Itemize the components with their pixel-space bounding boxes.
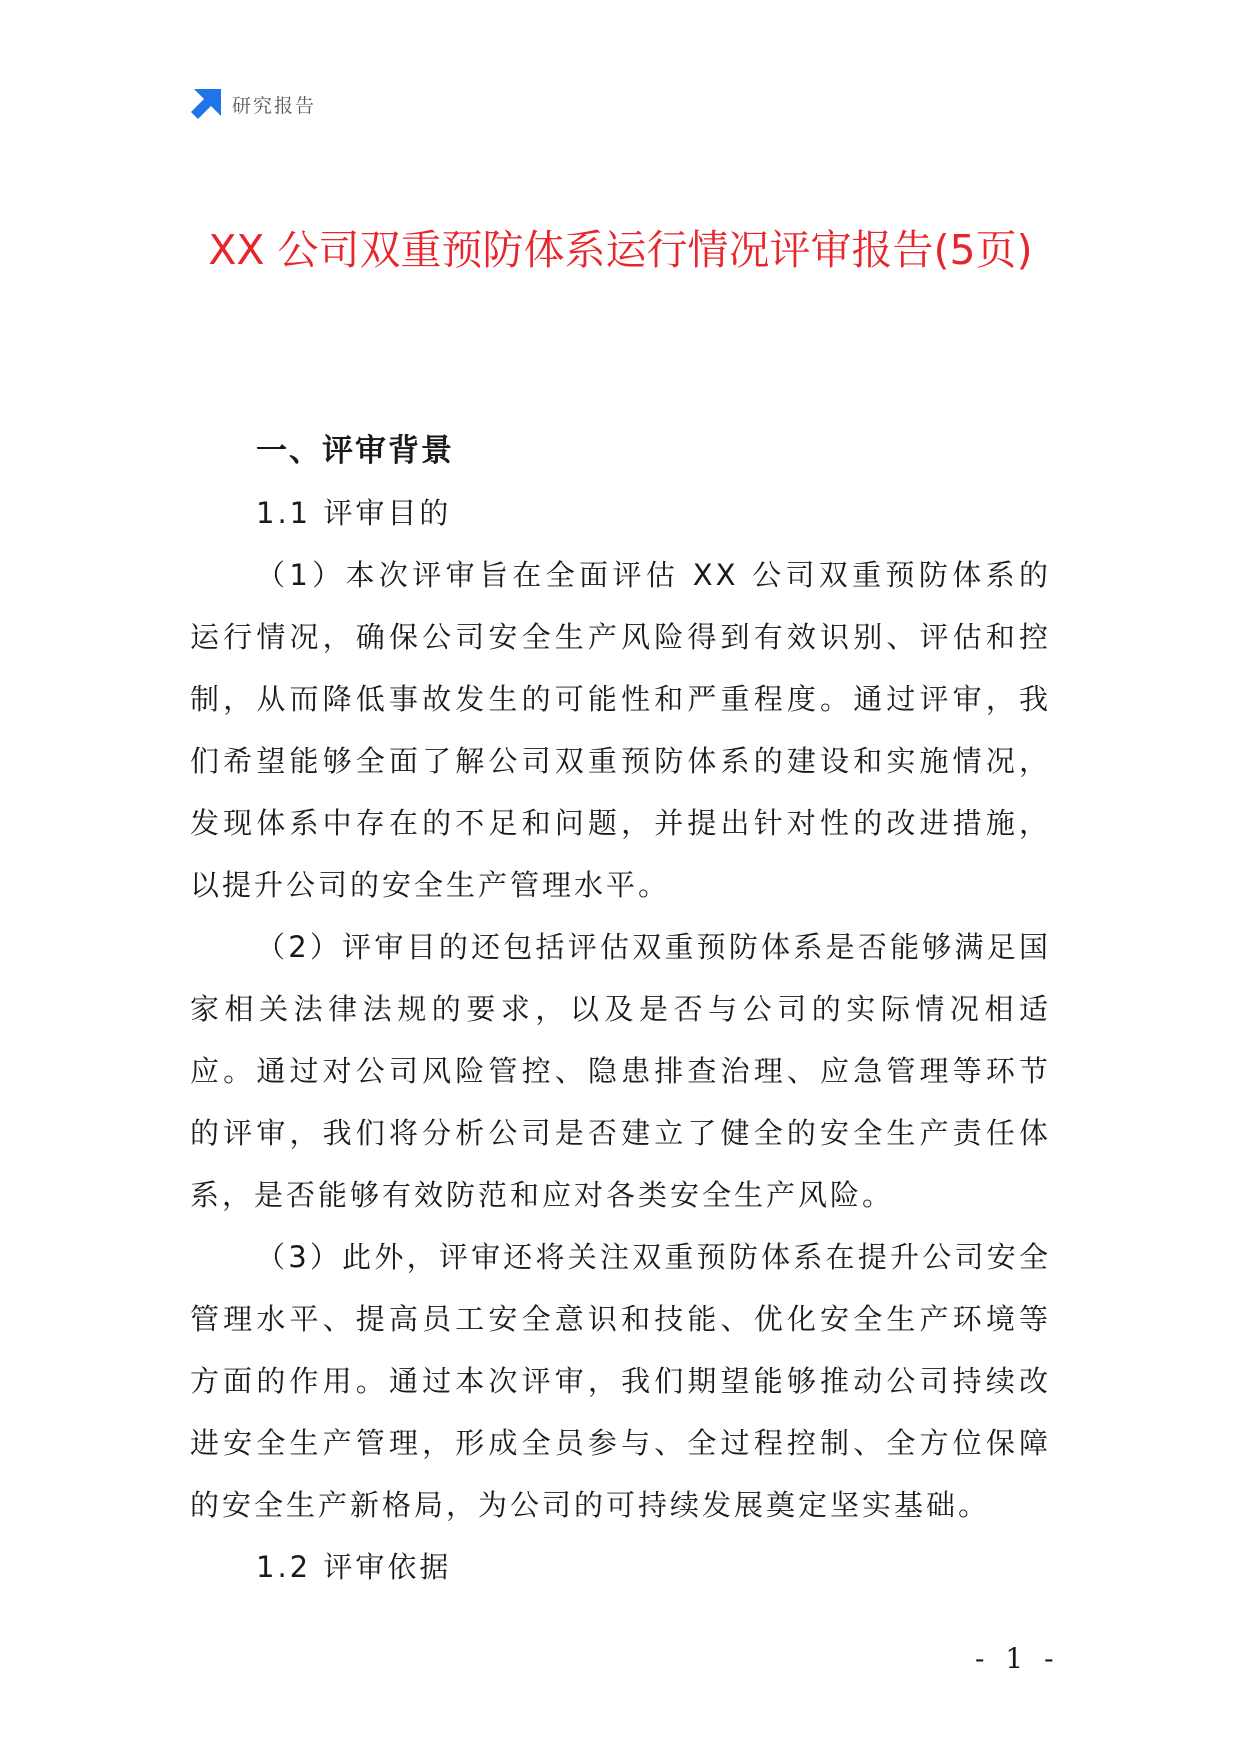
subsection-heading: 1.1 评审目的 — [256, 496, 452, 530]
document-body — [190, 420, 1051, 1598]
paragraph: （3）此外，评审还将关注双重预防体系在提升公司安全管理水平、提高员工安全意识和技能、优化安全生产环境等方面的作用。通过本次评审，我们期望能够推动公司持续改进安全生产管理，形成全员参与、全过程控制、全方位保障的安全生产新格局，为公司的可持续发展奠定坚实基础。 — [190, 1240, 1051, 1522]
arrow-up-right-icon — [190, 88, 222, 120]
section-heading: 一、评审背景 — [256, 433, 454, 469]
document-title: XX 公司双重预防体系运行情况评审报告(5页) — [208, 226, 1033, 274]
document-header — [190, 88, 316, 120]
paragraph: （2）评审目的还包括评估双重预防体系是否能够满足国家相关法律法规的要求，以及是否与公司的实际情况相适应。通过对公司风险管控、隐患排查治理、应急管理等环节的评审，我们将分析公司是否建立了健全的安全生产责任体系，是否能够有效防范和应对各类安全生产风险。 — [190, 930, 1051, 1212]
paragraph: （1）本次评审旨在全面评估 XX 公司双重预防体系的运行情况，确保公司安全生产风险得到有效识别、评估和控制，从而降低事故发生的可能性和严重程度。通过评审，我们希望能够全面了解公司双重预防体系的建设和实施情况，发现体系中存在的不足和问题，并提出针对性的改进措施，以提升公司的安全生产管理水平。 — [190, 558, 1051, 902]
subsection-heading: 1.2 评审依据 — [256, 1550, 452, 1584]
header-label: 研究报告 — [232, 94, 317, 117]
page-number: - 1 - — [975, 1642, 1060, 1675]
